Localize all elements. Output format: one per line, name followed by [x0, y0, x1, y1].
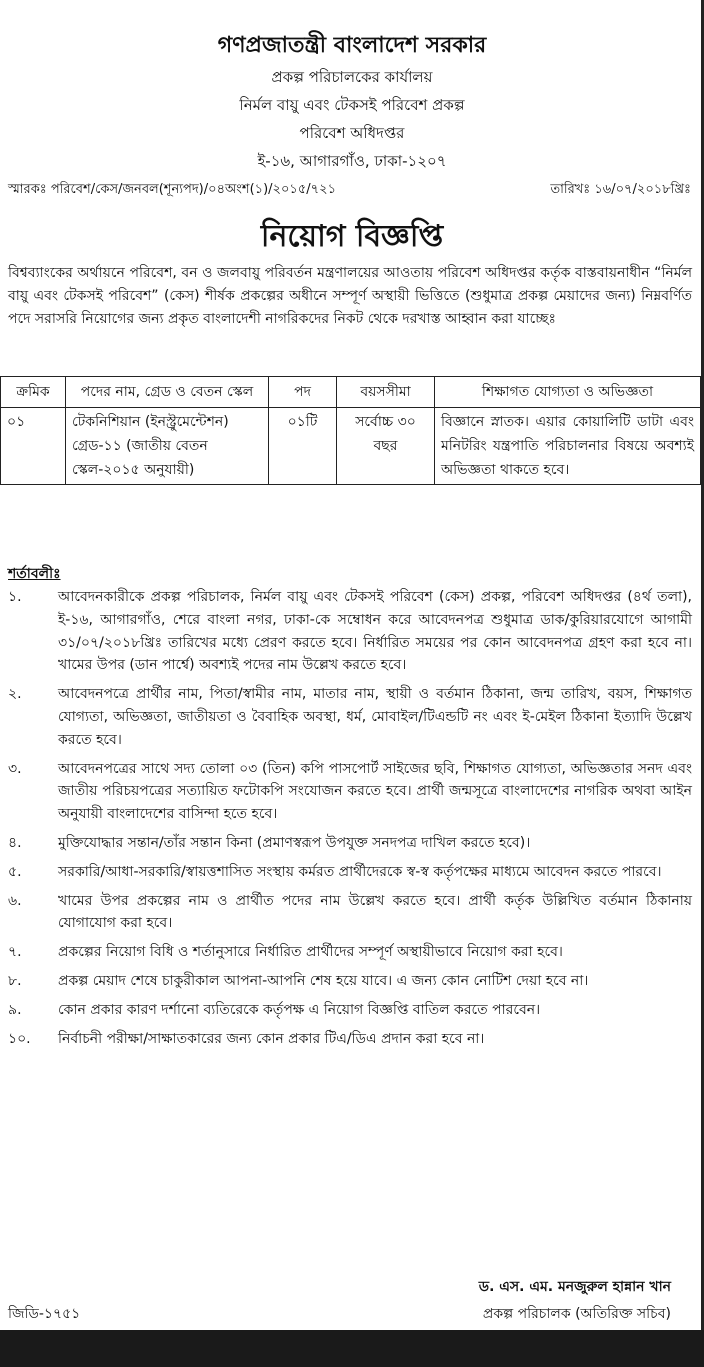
cell-count: ০১টি — [269, 408, 337, 485]
conditions-list — [8, 586, 692, 1056]
government-title: গণপ্রজাতন্ত্রী বাংলাদেশ সরকার — [217, 33, 487, 58]
cell-age: সর্বোচ্চ ৩০ বছর — [337, 408, 435, 485]
list-item — [8, 1028, 692, 1051]
list-item — [8, 999, 692, 1022]
office-address: ই-১৬, আগারগাঁও, ঢাকা-১২০৭ — [257, 152, 447, 170]
condition-text: আবেদনকারীকে প্রকল্প পরিচালক, নির্মল বায়ু এবং টেকসই পরিবেশ (কেস) প্রকল্প, পরিবেশ অধিদপ্তর (৪র্থ তলা), ই-১৬, আগারগাঁও, শেরে বাংলা নগর, ঢাকা-কে সম্বোধন করে আবেদনপত্র শুধুমাত্র ডাক/কুরিয়ারযোগে আগামী ৩১/০৭/২০১৮খ্রিঃ তারিখের মধ্যে প্রেরণ করতে হবে। নির্ধারিত সময়ের পর কোন আবেদনপত্র গ্রহণ করা হবে না। খামের উপর (ডান পার্শ্বে) অবশ্যই পদের নাম উল্লেখ করতে হবে। — [58, 589, 692, 674]
condition-text: কোন প্রকার কারণ দর্শানো ব্যতিরেকে কর্তৃপক্ষ এ নিয়োগ বিজ্ঞপ্তি বাতিল করতে পারবেন। — [58, 1001, 541, 1018]
table-header-row — [1, 377, 701, 408]
cell-serial: ০১ — [1, 408, 66, 485]
gd-number: জিডি-১৭৫১ — [8, 1306, 81, 1322]
list-item — [8, 586, 692, 677]
condition-text: প্রকল্প মেয়াদ শেষে চাকুরীকাল আপনা-আপনি শেষ হয়ে যাবে। এ জন্য কোন নোটিশ দেয়া হবে না। — [58, 972, 589, 989]
condition-number: ৮. — [8, 972, 22, 989]
list-item — [8, 861, 692, 884]
vacancy-table — [0, 376, 701, 485]
condition-number: ৩. — [8, 760, 22, 777]
condition-number: ৫. — [8, 863, 22, 880]
condition-text: সরকারি/আধা-সরকারি/স্বায়ত্তশাসিত সংস্থায় কর্মরত প্রার্থীদেরকে স্ব-স্ব কর্তৃপক্ষের মাধ্যমে আবেদন করতে পারবে। — [58, 863, 662, 880]
header-qualification: শিক্ষাগত যোগ্যতা ও অভিজ্ঞতা — [435, 377, 701, 408]
condition-text: আবেদনপত্রের সাথে সদ্য তোলা ০৩ (তিন) কপি পাসপোর্ট সাইজের ছবি, শিক্ষাগত যোগ্যতা, অভিজ্ঞতার সনদ এবং জাতীয় পরিচয়পত্রের সত্যায়িত ফটোকপি সংযোজন করতে হবে। প্রার্থী জন্মসূত্রে বাংলাদেশের নাগরিক অথবা আইন অনুযায়ী বাংলাদেশের বাসিন্দা হতে হবে। — [58, 760, 692, 823]
notice-title: নিয়োগ বিজ্ঞপ্তি — [260, 219, 444, 254]
list-item — [8, 970, 692, 993]
condition-text: আবেদনপত্রে প্রার্থীর নাম, পিতা/স্বামীর নাম, মাতার নাম, স্থায়ী ও বর্তমান ঠিকানা, জন্ম তারিখ, বয়স, শিক্ষাগত যোগ্যতা, অভিজ্ঞতা, জাতীয়তা ও বৈবাহিক অবস্থা, ধর্ম, মোবাইল/টিএন্ডটি নং এবং ই-মেইল ঠিকানা ইত্যাদি উল্লেখ করতে হবে। — [58, 686, 692, 748]
header-age: বয়সসীমা — [337, 377, 435, 408]
intro-paragraph: বিশ্বব্যাংকের অর্থায়নে পরিবেশ, বন ও জলবায়ু পরিবর্তন মন্ত্রণালয়ের আওতায় পরিবেশ অধিদপ্তর কর্তৃক বাস্তবায়নাধীন “নির্মল বায়ু এবং টেকসই পরিবেশ” (কেস) শীর্ষক প্রকল্পের অধীনে সম্পূর্ণ অস্থায়ী ভিত্তিতে (শুধুমাত্র প্রকল্প মেয়াদের জন্য) নিম্নবর্ণিত পদে সরাসরি নিয়োগের জন্য প্রকৃত বাংলাদেশী নাগরিকদের নিকট থেকে দরখাস্ত আহ্বান করা যাচ্ছেঃ — [8, 265, 692, 327]
condition-number: ১০. — [8, 1030, 31, 1047]
list-item — [8, 890, 692, 936]
condition-number: ৪. — [8, 834, 22, 851]
list-item — [8, 683, 692, 751]
memo-number: স্মারকঃ পরিবেশ/কেস/জনবল(শূন্যপদ)/০৪অংশ(১)/২০১৫/৭২১ — [8, 182, 337, 197]
list-item — [8, 758, 692, 826]
conditions-title: শর্তাবলীঃ — [8, 566, 61, 582]
condition-text: মুক্তিযোদ্ধার সন্তান/তাঁর সন্তান কিনা (প্রমাণস্বরূপ উপযুক্ত সনদপত্র দাখিল করতে হবে)। — [58, 834, 531, 851]
condition-number: ৯. — [8, 1001, 22, 1018]
signatory-designation: প্রকল্প পরিচালক (অতিরিক্ত সচিব) — [482, 1306, 671, 1322]
condition-number: ৬. — [8, 892, 22, 909]
office-name: প্রকল্প পরিচালকের কার্যালয় — [271, 68, 433, 86]
condition-number: ১. — [8, 589, 22, 605]
condition-number: ৭. — [8, 944, 22, 961]
condition-text: প্রকল্পের নিয়োগ বিধি ও শর্তানুসারে নির্ধারিত প্রার্থীদের সম্পূর্ণ অস্থায়ীভাবে নিয়োগ করা হবে। — [58, 944, 563, 961]
list-item — [8, 941, 692, 964]
memo-row — [8, 180, 691, 201]
department-name: পরিবেশ অধিদপ্তর — [299, 124, 405, 142]
cell-qualification: বিজ্ঞানে স্নাতক। এয়ার কোয়ালিটি ডাটা এবং মনিটরিং যন্ত্রপাতি পরিচালনার বিষয়ে অবশ্যই অভিজ্ঞতা থাকতে হবে। — [435, 408, 701, 485]
condition-text: নির্বাচনী পরীক্ষা/সাক্ষাতকারের জন্য কোন প্রকার টিএ/ডিএ প্রদান করা হবে না। — [58, 1030, 485, 1047]
project-name: নির্মল বায়ু এবং টেকসই পরিবেশ প্রকল্প — [239, 96, 465, 114]
header-count: পদ — [269, 377, 337, 408]
cell-post: টেকনিশিয়ান (ইনস্ট্রুমেন্টেশন) গ্রেড-১১ (জাতীয় বেতন স্কেল-২০১৫ অনুযায়ী) — [66, 408, 269, 485]
header-serial: ক্রমিক — [1, 377, 66, 408]
condition-text: খামের উপর প্রকল্পের নাম ও প্রার্থীত পদের নাম উল্লেখ করতে হবে। প্রার্থী কর্তৃক উল্লিখিত বর্তমান ঠিকানায় যোগাযোগ করা হবে। — [58, 892, 692, 932]
memo-date: তারিখঃ ১৬/০৭/২০১৮খ্রিঃ — [550, 182, 691, 197]
condition-number: ২. — [8, 686, 22, 703]
bottom-border-bar — [0, 1330, 704, 1367]
signatory-name: ড. এস. এম. মনজুরুল হান্নান খান — [478, 1279, 671, 1295]
list-item — [8, 832, 692, 855]
header-post: পদের নাম, গ্রেড ও বেতন স্কেল — [66, 377, 269, 408]
table-row — [1, 408, 701, 485]
